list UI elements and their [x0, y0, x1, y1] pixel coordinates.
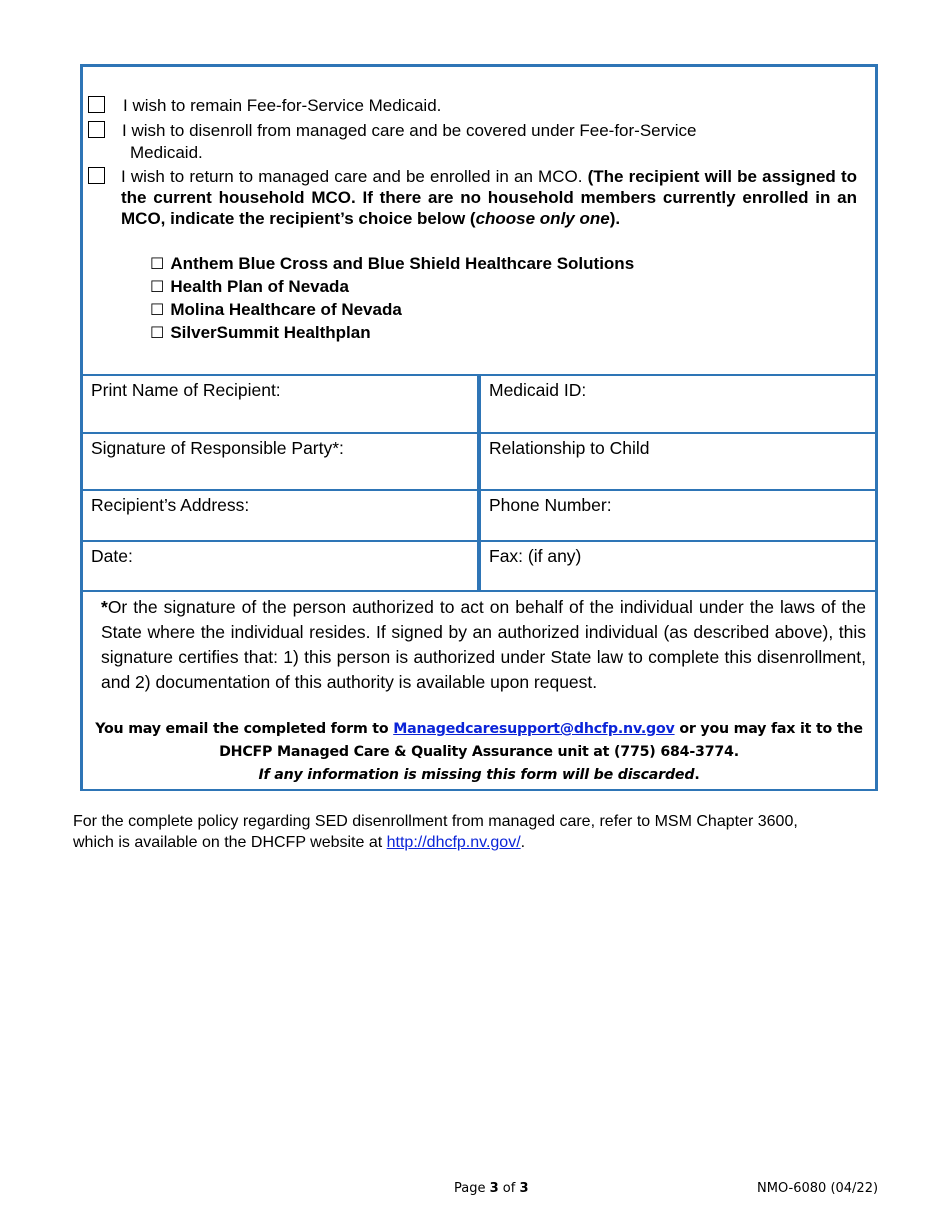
- dhcfp-website-link[interactable]: http://dhcfp.nv.gov/: [386, 834, 521, 851]
- page-number: [454, 1181, 529, 1196]
- grid-divider: [477, 375, 481, 592]
- return-mco-label: [121, 166, 857, 229]
- page-current: 3: [489, 1181, 499, 1196]
- date-field[interactable]: Date:: [91, 546, 133, 566]
- mco-choice-label: Anthem Blue Cross and Blue Shield Healthcare Solutions: [170, 254, 635, 273]
- email-prefix: You may email the completed form to: [95, 721, 394, 737]
- discard-warning: [84, 764, 874, 787]
- return-mco-lead: I wish to return to managed care and be enrolled in an MCO.: [121, 167, 588, 186]
- checkbox-icon[interactable]: ☐: [150, 277, 165, 296]
- phone-field[interactable]: Phone Number:: [489, 495, 612, 515]
- return-mco-choose-one: choose only one: [475, 209, 610, 228]
- disenroll-checkbox[interactable]: [88, 121, 105, 138]
- note-text: Or the signature of the person authorized to act on behalf of the individual under the laws of the State where the individual resides. If signed by an authorized individual (as described above), this signature certifies that: 1) this person is authorized under State law to complete this disenrollment, and 2) documentation of this authority is available upon request.: [101, 597, 866, 692]
- disenroll-label-line1: I wish to disenroll from managed care and be covered under Fee-for-Service: [122, 121, 697, 140]
- page-prefix: Page: [454, 1181, 490, 1196]
- discard-warning-text: If any information is missing this form will be discarded: [258, 767, 695, 783]
- fax-line: DHCFP Managed Care & Quality Assurance unit at (775) 684-3774.: [219, 744, 739, 760]
- policy-line1: For the complete policy regarding SED disenrollment from managed care, refer to MSM Chapter 3600,: [73, 813, 798, 830]
- note-asterisk: *: [101, 597, 108, 617]
- mco-choice-molina[interactable]: [150, 299, 402, 320]
- form-id: NMO-6080 (04/22): [757, 1181, 879, 1196]
- mco-choice-hpn[interactable]: [150, 276, 349, 297]
- signature-field[interactable]: Signature of Responsible Party*:: [91, 438, 344, 458]
- return-mco-instructions: (The recipient will be assigned to the current household MCO. If there are no household members currently enrolled in an MCO, indicate the recipient’s choice below (: [121, 167, 857, 228]
- mco-choice-silversummit[interactable]: [150, 322, 371, 343]
- signature-note: [101, 595, 866, 695]
- checkbox-icon[interactable]: ☐: [150, 323, 165, 342]
- disenroll-label-line2: Medicaid.: [130, 143, 203, 162]
- medicaid-id-field[interactable]: Medicaid ID:: [489, 380, 587, 400]
- checkbox-icon[interactable]: ☐: [150, 300, 165, 319]
- checkbox-icon[interactable]: ☐: [150, 254, 165, 273]
- address-field[interactable]: Recipient’s Address:: [91, 495, 250, 515]
- email-suffix: or you may fax it to the: [674, 721, 863, 737]
- fax-field[interactable]: Fax: (if any): [489, 546, 582, 566]
- policy-line2: [73, 832, 873, 853]
- mco-choice-label: Molina Healthcare of Nevada: [170, 300, 402, 319]
- mco-choice-label: SilverSummit Healthplan: [170, 323, 371, 342]
- discard-warning-end: .: [694, 767, 700, 783]
- relationship-field[interactable]: Relationship to Child: [489, 438, 650, 458]
- remain-ffs-label: I wish to remain Fee-for-Service Medicaid.: [123, 96, 442, 115]
- email-line: [84, 718, 874, 741]
- policy-line2-end: .: [520, 834, 526, 851]
- policy-reference: [73, 811, 873, 853]
- mco-choice-label: Health Plan of Nevada: [170, 277, 349, 296]
- return-mco-end: ).: [609, 209, 621, 228]
- remain-ffs-checkbox[interactable]: [88, 96, 105, 113]
- submission-instructions: [84, 718, 874, 787]
- page-total: 3: [519, 1181, 529, 1196]
- mco-choice-anthem[interactable]: [150, 253, 634, 274]
- recipient-name-field[interactable]: Print Name of Recipient:: [91, 380, 281, 400]
- policy-line2-text: which is available on the DHCFP website at: [73, 834, 387, 851]
- return-mco-checkbox[interactable]: [88, 167, 105, 184]
- support-email-link[interactable]: Managedcaresupport@dhcfp.nv.gov: [393, 721, 675, 737]
- page-of: of: [498, 1181, 520, 1196]
